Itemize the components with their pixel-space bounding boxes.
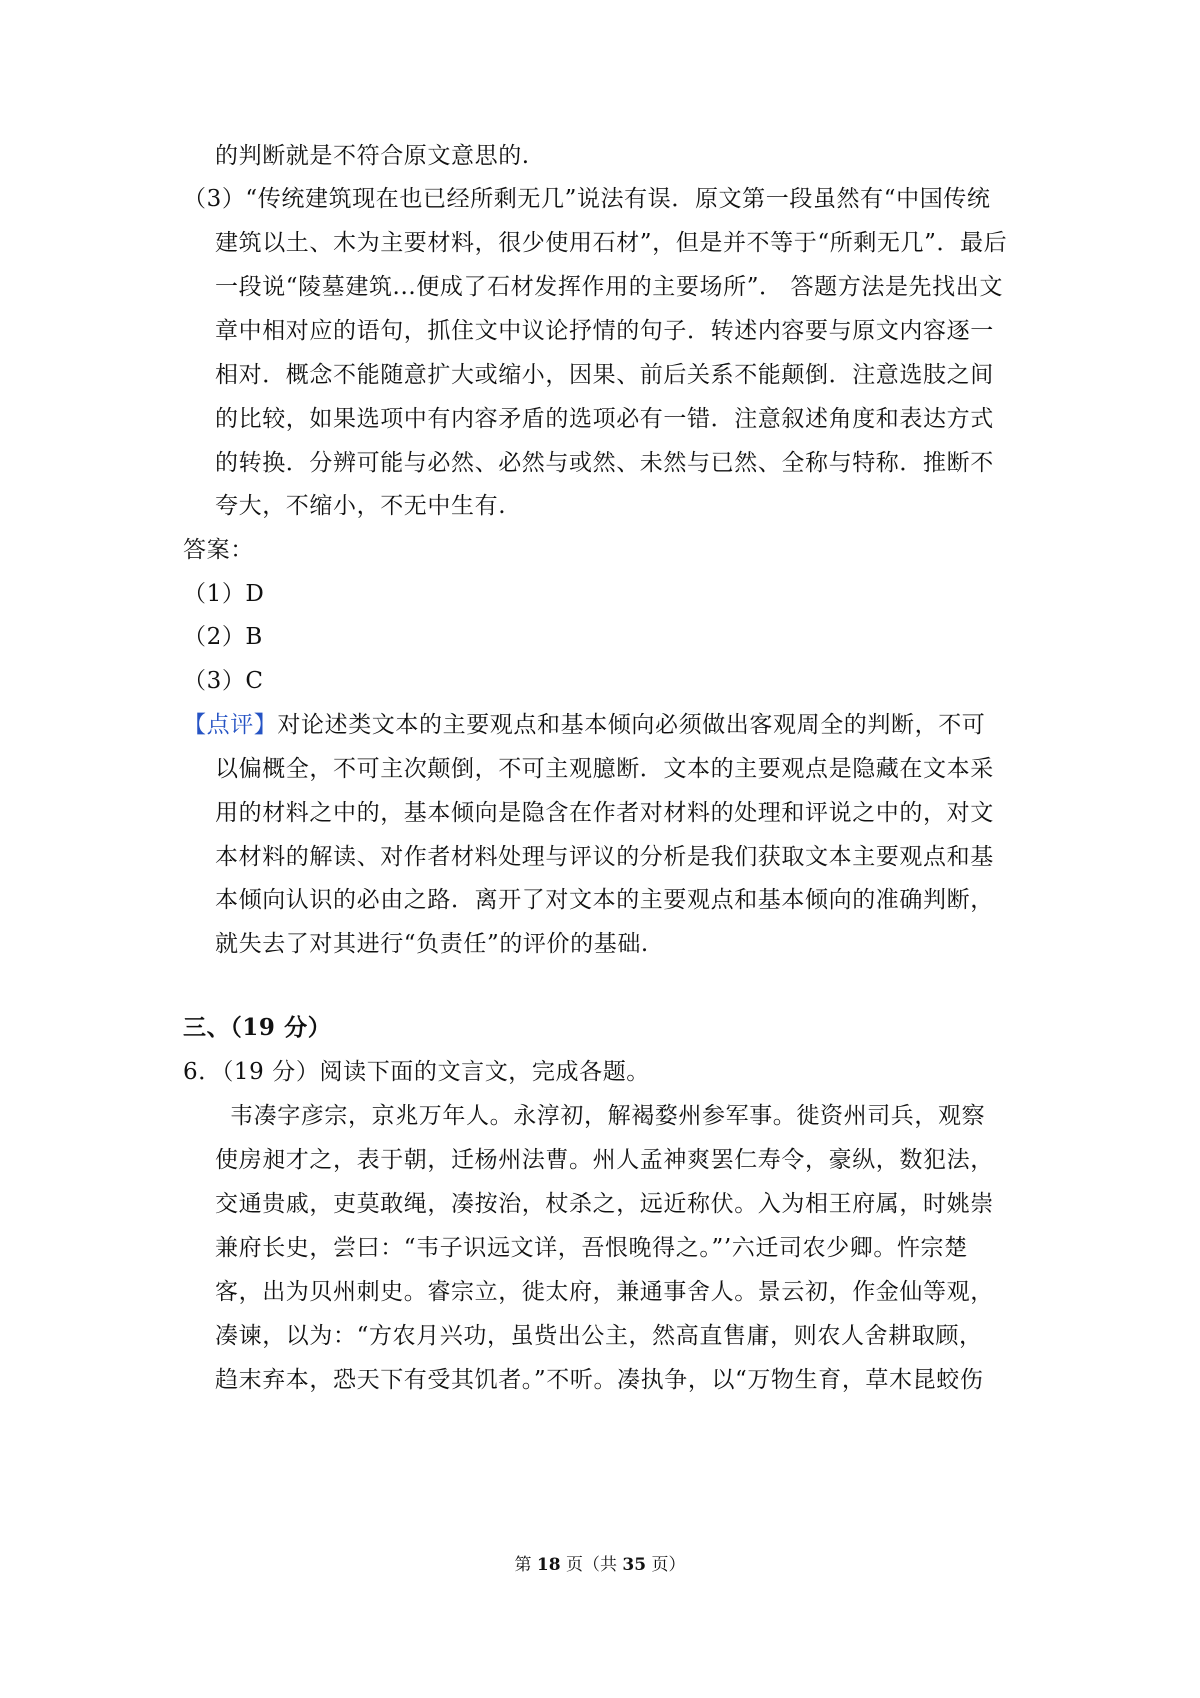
comment-line: 对论述类文本的主要观点和基本倾向必须做出客观周全的判断，不可 xyxy=(277,712,986,738)
comment-line: 以偏概全，不可主次颠倒，不可主观臆断．文本的主要观点是隐藏在文本采 xyxy=(215,756,994,782)
passage-line: 客，出为贝州刺史。睿宗立，徙太府，兼通事舍人。景云初，作金仙等观， xyxy=(215,1279,994,1305)
comment-tag: 【点评】 xyxy=(183,712,278,738)
answer-label: 答案： xyxy=(183,537,254,563)
passage-line: 使房昶才之，表于朝，迁杨州法曹。州人孟神爽罢仁寿令，豪纵，数犯法， xyxy=(215,1147,994,1173)
analysis-item-3-line: 一段说“陵墓建筑...便成了石材发挥作用的主要场所”． 答题方法是先找出文 xyxy=(215,274,1003,300)
comment-line: 就失去了对其进行“负责任”的评价的基础. xyxy=(215,931,649,957)
page-total: 35 xyxy=(622,1555,647,1575)
footer-middle: 页（共 xyxy=(560,1555,623,1575)
comment-first-line xyxy=(183,710,985,740)
question-stem: 6．（19 分）阅读下面的文言文，完成各题。 xyxy=(183,1059,650,1085)
analysis-item-3-line: 章中相对应的语句，抓住文中议论抒情的句子．转述内容要与原文内容逐一 xyxy=(215,318,994,344)
comment-line: 本材料的解读、对作者材料处理与评议的分析是我们获取文本主要观点和基 xyxy=(215,844,994,870)
page-number: 18 xyxy=(536,1555,561,1575)
analysis-line: 的判断就是不符合原文意思的. xyxy=(215,143,530,169)
passage-line: 兼府长史，尝曰：“韦子识远文详，吾恨晚得之。”’六迁司农少卿。忤宗楚 xyxy=(215,1235,968,1261)
analysis-item-3-line: 的比较，如果选项中有内容矛盾的选项必有一错．注意叙述角度和表达方式 xyxy=(215,406,994,432)
footer-suffix: 页） xyxy=(646,1555,686,1575)
passage-line: 凑谏，以为：“方农月兴功，虽赀出公主，然高直售庸，则农人舍耕取顾， xyxy=(215,1323,983,1349)
passage-line: 韦凑字彦宗，京兆万年人。永淳初，解褐婺州参军事。徙资州司兵，观察 xyxy=(230,1103,986,1129)
page-footer xyxy=(0,1553,1200,1577)
comment-line: 用的材料之中的，基本倾向是隐含在作者对材料的处理和评说之中的，对文 xyxy=(215,800,994,826)
analysis-item-3-line: 夸大，不缩小，不无中生有. xyxy=(215,493,507,519)
footer-prefix: 第 xyxy=(514,1555,537,1575)
analysis-item-3-line: 的转换．分辨可能与必然、必然与或然、未然与已然、全称与特称．推断不 xyxy=(215,450,994,476)
analysis-item-3-line: 相对．概念不能随意扩大或缩小，因果、前后关系不能颠倒．注意选肢之间 xyxy=(215,362,994,388)
comment-line: 本倾向认识的必由之路．离开了对文本的主要观点和基本倾向的准确判断， xyxy=(215,887,994,913)
answer-item-2: （2）B xyxy=(183,624,263,650)
passage-line: 趋末弃本，恐天下有受其饥者。”不听。凑执争，以“万物生育，草木昆蛟伤 xyxy=(215,1367,984,1393)
answer-item-3: （3）C xyxy=(183,668,264,694)
analysis-item-3-line: （3）“传统建筑现在也已经所剩无几”说法有误．原文第一段虽然有“中国传统 xyxy=(183,186,991,212)
analysis-item-3-line: 建筑以土、木为主要材料，很少使用石材”，但是并不等于“所剩无几”．最后 xyxy=(215,230,1008,256)
section-heading: 三、（19 分） xyxy=(183,1014,332,1041)
passage-line: 交通贵戚，吏莫敢绳，凑按治，杖杀之，远近称伏。入为相王府属，时姚崇 xyxy=(215,1191,994,1217)
answer-item-1: （1）D xyxy=(183,581,265,607)
